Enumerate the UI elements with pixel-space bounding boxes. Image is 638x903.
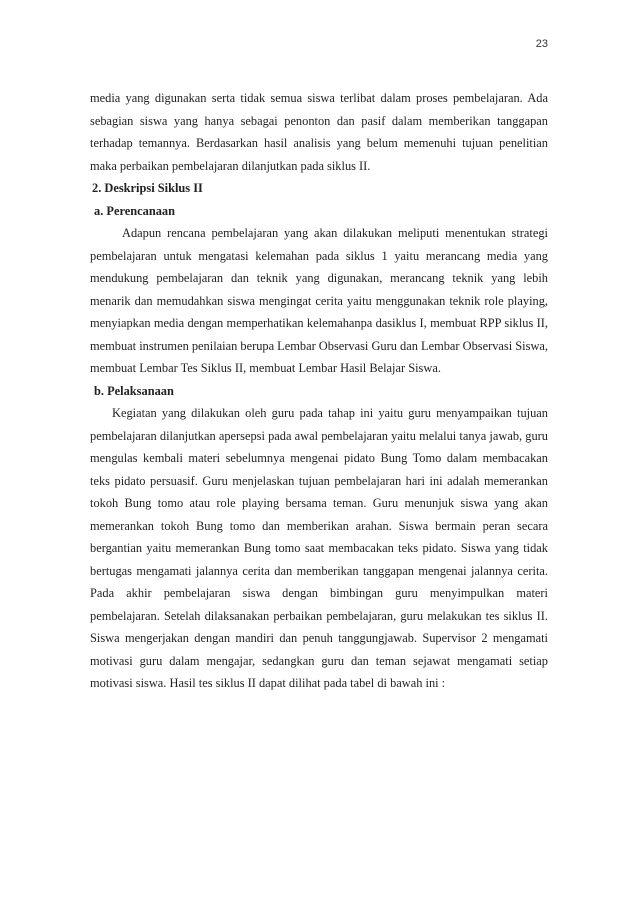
section-heading-deskripsi-siklus-ii: 2. Deskripsi Siklus II — [92, 181, 203, 195]
subsection-heading-perencanaan: a. Perencanaan — [94, 203, 175, 218]
subsection-heading-pelaksanaan: b. Pelaksanaan — [94, 383, 174, 398]
paragraph-pelaksanaan: Kegiatan yang dilakukan oleh guru pada tahap ini yaitu guru menyampaikan tujuan pembelajaran dilanjutkan apersepsi pada awal pembelajaran yaitu melalui tanya jawab, guru mengulas kembali materi sebelumnya mengenai pidato Bung Tomo dalam membacakan teks pidato persuasif. Guru menjelaskan tujuan pembelajaran hari ini adalah memerankan tokoh Bung tomo atau role playing bersama teman. Guru menunjuk siswa yang akan memerankan tokoh Bung tomo dan memberikan arahan. Siswa bermain peran secara bergantian yaitu memerankan Bung tomo saat membacakan teks pidato. Siswa yang tidak bertugas mengamati jalannya cerita dan memberikan tanggapan mengenai jalannya cerita. Pada akhir pembelajaran siswa dengan bimbingan guru menyimpulkan materi pembelajaran. Setelah dilaksanakan perbaikan pembelajaran, guru melakukan tes siklus II. Siswa mengerjakan dengan mandiri dan penuh tanggungjawab. Supervisor 2 mengamati motivasi guru dalam mengajar, sedangkan guru dan teman sejawat mengamati setiap motivasi siswa. Hasil tes siklus II dapat dilihat pada tabel di bawah ini : — [90, 406, 548, 690]
paragraph-perencanaan: Adapun rencana pembelajaran yang akan dilakukan meliputi menentukan strategi pembelajaran untuk mengatasi kelemahan pada siklus 1 yaitu merancang media yang mendukung pembelajaran dan teknik yang digunakan, merancang teknik yang lebih menarik dan memudahkan siswa mengingat cerita yaitu menggunakan teknik role playing, menyiapkan media dengan memperhatikan kelemahanpa dasiklus I, membuat RPP siklus II, membuat instrumen penilaian berupa Lembar Observasi Guru dan Lembar Observasi Siswa, membuat Lembar Tes Siklus II, membuat Lembar Hasil Belajar Siswa. — [90, 226, 548, 375]
page-number: 23 — [535, 38, 548, 50]
page-content — [90, 87, 548, 695]
paragraph-intro: media yang digunakan serta tidak semua siswa terlibat dalam proses pembelajaran. Ada sebagian siswa yang hanya sebagai penonton dan pasif dalam memberikan tanggapan terhadap temannya. Berdasarkan hasil analisis yang belum memenuhi tujuan penelitian maka perbaikan pembelajaran dilanjutkan pada siklus II. — [90, 91, 548, 173]
